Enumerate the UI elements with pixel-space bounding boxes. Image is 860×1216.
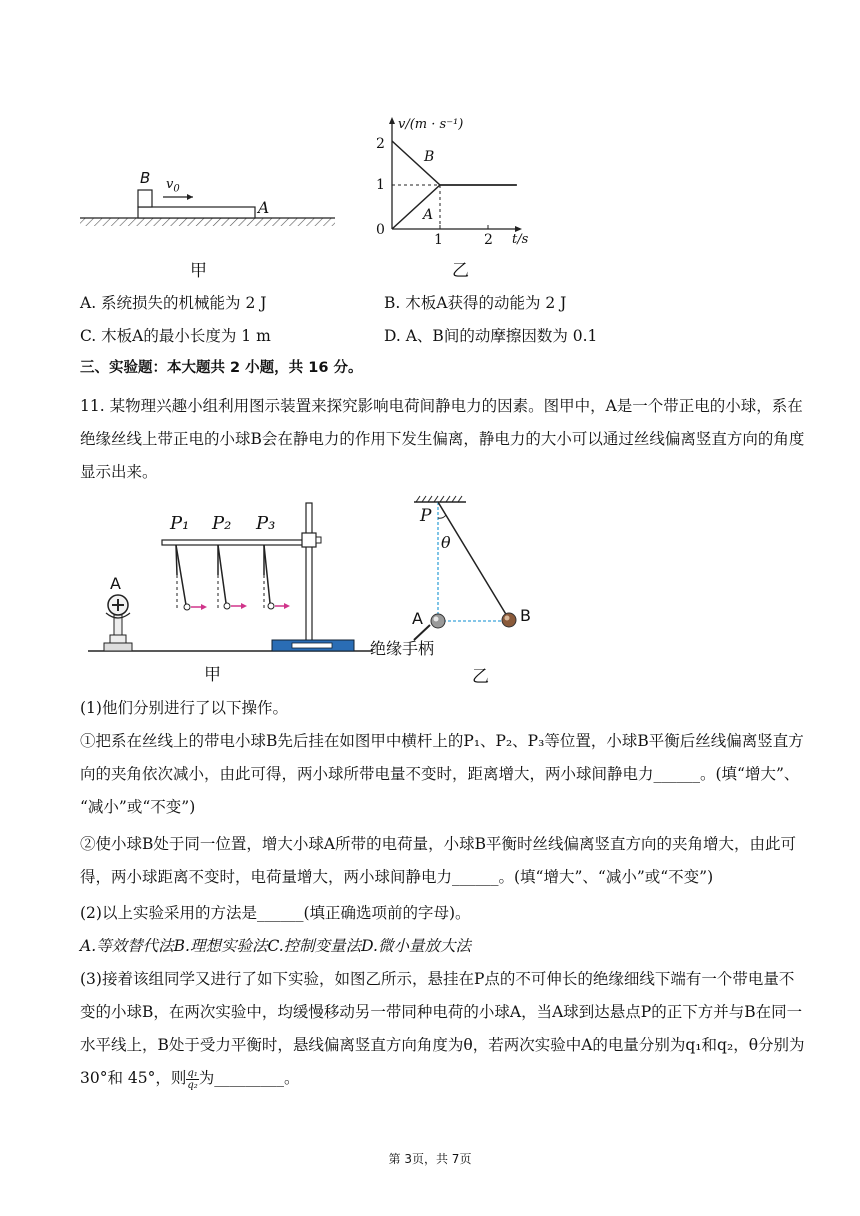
vt-series-B [392, 141, 517, 185]
vt-series-A [392, 185, 517, 229]
label-P: P [420, 506, 432, 526]
option-C: C. 木板A的最小长度为 1 m [80, 327, 271, 345]
label-v0: $v_0$ [166, 177, 180, 195]
vt-tick-y-2: 2 [376, 136, 385, 152]
q11-part1: (1)他们分别进行了以下操作。 [80, 699, 288, 717]
figure-apparatus [88, 495, 378, 665]
q11-stem-line-2: 绝缘丝线上带正电的小球B会在静电力的作用下发生偏离，静电力的大小可以通过丝线偏离竖直方向的角度 [80, 430, 805, 448]
ball-B [502, 613, 516, 627]
label-theta: θ [441, 533, 451, 552]
q11-part1b-line-2: 得，两小球距离不变时，电荷量增大，两小球间静电力______。(填“增大”、“减小”或“不变”) [80, 868, 714, 886]
label-P1: P₁ [170, 513, 190, 534]
page-footer: 第 3页，共 7页 [388, 1152, 472, 1166]
q11-stem-line-1: 11. 某物理兴趣小组利用图示装置来探究影响电荷间静电力的因素。图甲中，A是一个带正电的小球，系在 [80, 397, 803, 415]
section-title: 三、实验题：本大题共 2 小题，共 16 分。 [80, 360, 363, 376]
vt-tick-y-0: 0 [376, 222, 385, 238]
vt-series-label-B: B [424, 149, 435, 165]
board-A [138, 207, 255, 218]
vt-tick-y-1: 1 [376, 177, 385, 193]
option-D: D. A、B间的动摩擦因数为 0.1 [384, 327, 598, 345]
option-B: B. 木板A获得的动能为 2 J [384, 294, 567, 312]
label-ball-A: A [412, 609, 423, 628]
vt-chart [370, 115, 530, 255]
q11-stem-line-3: 显示出来。 [80, 463, 158, 481]
label-P3: P₃ [256, 513, 276, 534]
caption-yi-mid: 乙 [472, 667, 489, 687]
q11-part3-line-3: 水平线上，B处于受力平衡时，悬线偏离竖直方向角度为θ，若两次实验中A的电量分别为q₁和q₂，θ分别为 [80, 1036, 805, 1054]
vt-tick-x-1: 1 [434, 232, 443, 248]
q11-part2: (2)以上实验采用的方法是______(填正确选项前的字母)。 [80, 904, 471, 922]
q11-part3-line-1: (3)接着该组同学又进行了如下实验，如图乙所示，悬挂在P点的不可伸长的绝缘细线下端有一个带电量不 [80, 970, 795, 988]
option-A: A. 系统损失的机械能为 2 J [80, 294, 267, 312]
q11-part3-line-2: 变的小球B，在两次实验中，均缓慢移动另一带同种电荷的小球A，当A球到达悬点P的正下方并与B在同一 [80, 1003, 803, 1021]
ratio-fraction: $\frac{\text{q₁}}{\text{q₂}}$ [187, 1067, 198, 1091]
q11-part2-options: A.等效替代法B.理想实验法C.控制变量法D.微小量放大法 [80, 937, 471, 955]
q11-part1a-line-2: 向的夹角依次减小，由此可得，两小球所带电量不变时，距离增大，两小球间静电力______。(填“增大”、 [80, 765, 800, 783]
vt-tick-x-2: 2 [484, 232, 493, 248]
vt-y-arrow [389, 117, 395, 124]
label-insulating-handle: 绝缘手柄 [370, 639, 435, 658]
caption-jia-mid: 甲 [204, 665, 221, 685]
label-board-A: A [258, 199, 270, 217]
label-P2: P₂ [212, 513, 232, 534]
q11-part1a-line-1: ①把系在丝线上的带电小球B先后挂在如图甲中横杆上的P₁、P₂、P₃等位置，小球B平衡后丝线偏离竖直方 [80, 732, 804, 750]
ball-A [431, 614, 445, 628]
caption-yi-top: 乙 [452, 261, 469, 281]
block-B [138, 190, 152, 207]
label-block-B: B [140, 169, 151, 187]
label-ball-B: B [520, 606, 531, 625]
q11-part3-line-4: 30°和 45°，则 $\frac{\text{q₁}}{\text{q₂}}$ 为_________。 [80, 1067, 300, 1091]
figure-board-block [75, 160, 345, 280]
label-stand-A: A [110, 574, 121, 593]
vt-y-axis-label: v/(m · s⁻¹) [398, 117, 464, 132]
q11-part1a-line-3: “减小”或“不变”) [80, 798, 196, 816]
vt-series-label-A: A [423, 207, 434, 223]
q11-part1b-line-1: ②使小球B处于同一位置，增大小球A所带的电荷量，小球B平衡时丝线偏离竖直方向的夹角增大，由此可 [80, 835, 796, 853]
caption-jia-top: 甲 [190, 261, 207, 281]
vt-x-axis-label: t/s [512, 232, 529, 247]
ground-hatch [80, 218, 335, 226]
